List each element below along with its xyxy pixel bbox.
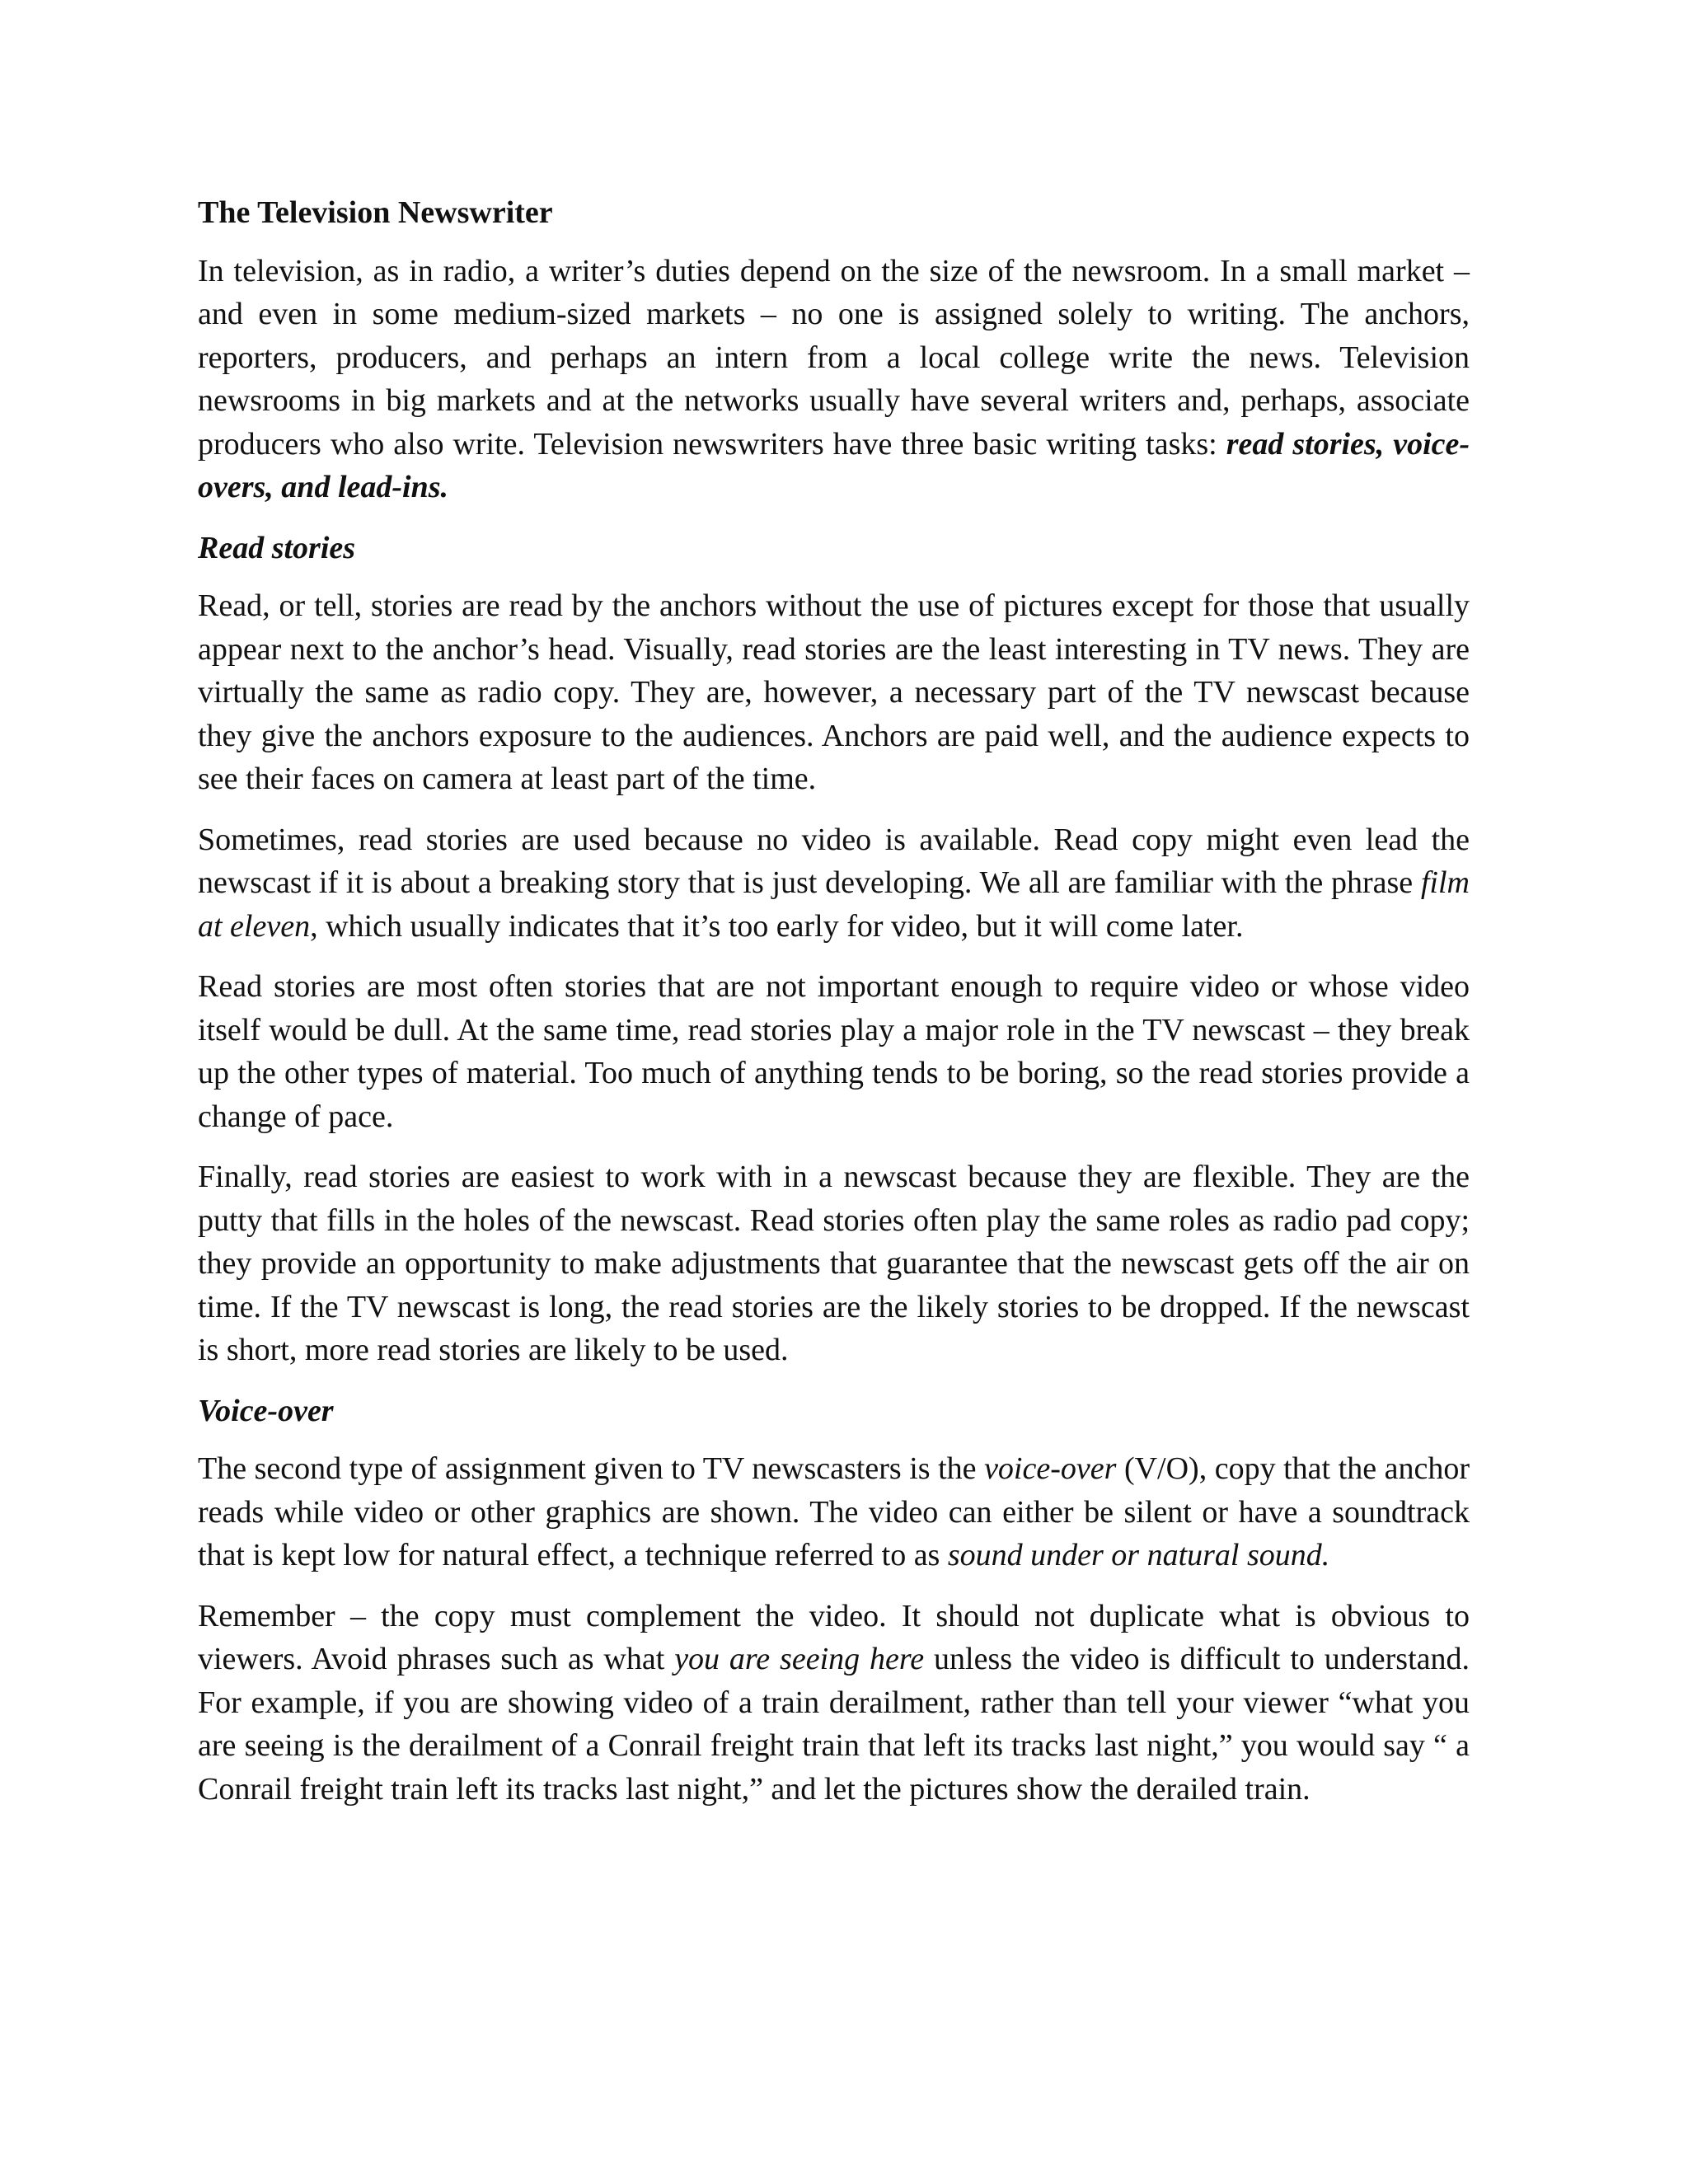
- read-stories-paragraph-1: Read, or tell, stories are read by the anchors without the use of pictures except for those that usually appear next to the anchor’s head. Visually, read stories are the least interesting in TV news. They are virtually the same as radio copy. They are, however, a necessary part of the TV newscast because they give the anchors exposure to the audiences. Anchors are paid well, and the audience expects to see their faces on camera at least part of the time.: [198, 588, 1470, 796]
- voice-over-p1-start: The second type of assignment given to TV newscasters is the: [198, 1451, 985, 1486]
- read-stories-heading: Read stories: [198, 530, 356, 565]
- voice-over-paragraph-2: [198, 1595, 1470, 1811]
- voice-over-p2-start: Remember – the copy must complement the video. It should not duplicate what is obvious to viewers. Avoid phrases such as what: [198, 1598, 1470, 1676]
- voice-over-p1-italic-1: voice-over: [984, 1451, 1117, 1486]
- voice-over-heading: Voice-over: [198, 1393, 334, 1428]
- read-stories-p2-start: Sometimes, read stories are used because no video is available. Read copy might even lead the newscast if it is about a breaking story that is just developing. We all are familiar with the phrase: [198, 822, 1470, 900]
- intro-emphasis: read stories, voice-overs, and lead-ins.: [198, 426, 1470, 504]
- read-stories-p2-end: , which usually indicates that it’s too early for video, but it will come later.: [310, 908, 1244, 944]
- voice-over-paragraph-1: [198, 1447, 1470, 1577]
- read-stories-paragraph-4: Finally, read stories are easiest to work with in a newscast because they are flexible. They are the putty that fills in the holes of the newscast. Read stories often play the same roles as radio pad copy; they provide an opportunity to make adjustments that guarantee that the newscast gets off the air on time. If the TV newscast is long, the read stories are the likely stories to be dropped. If the newscast is short, more read stories are likely to be used.: [198, 1160, 1470, 1367]
- read-stories-paragraph-3: Read stories are most often stories that are not important enough to require video or whose video itself would be dull. At the same time, read stories play a major role in the TV newscast – they break up the other types of material. Too much of anything tends to be boring, so the read stories provide a change of pace.: [198, 969, 1470, 1134]
- document-page: [198, 191, 1470, 1828]
- read-stories-paragraph-2: [198, 818, 1470, 949]
- voice-over-p2-italic: you are seeing here: [674, 1642, 925, 1676]
- voice-over-p1-middle: (V/O), copy that the anchor reads while video or other graphics are shown. The video can either be silent or have a soundtrack that is kept low for natural effect, a technique referred to as: [198, 1451, 1470, 1572]
- voice-over-p2-end: unless the video is difficult to understand. For example, if you are showing video of a train derailment, rather than tell your viewer “what you are seeing is the derailment of a Conrail freight train that left its tracks last night,” you would say “ a Conrail freight train left its tracks last night,” and let the pictures show the derailed train.: [198, 1642, 1470, 1807]
- document-title: The Television Newswriter: [198, 195, 553, 230]
- intro-paragraph: [198, 250, 1470, 509]
- intro-text: In television, as in radio, a writer’s duties depend on the size of the newsroom. In a small market – and even in some medium-sized markets – no one is assigned solely to writing. The anchors, reporters, producers, and perhaps an intern from a local college write the news. Television newsrooms in big markets and at the networks usually have several writers and, perhaps, associate producers who also write. Television newswriters have three basic writing tasks:: [198, 253, 1470, 462]
- voice-over-p1-italic-2: sound under or natural sound.: [947, 1538, 1330, 1572]
- read-stories-p2-italic: film at eleven: [198, 865, 1470, 944]
